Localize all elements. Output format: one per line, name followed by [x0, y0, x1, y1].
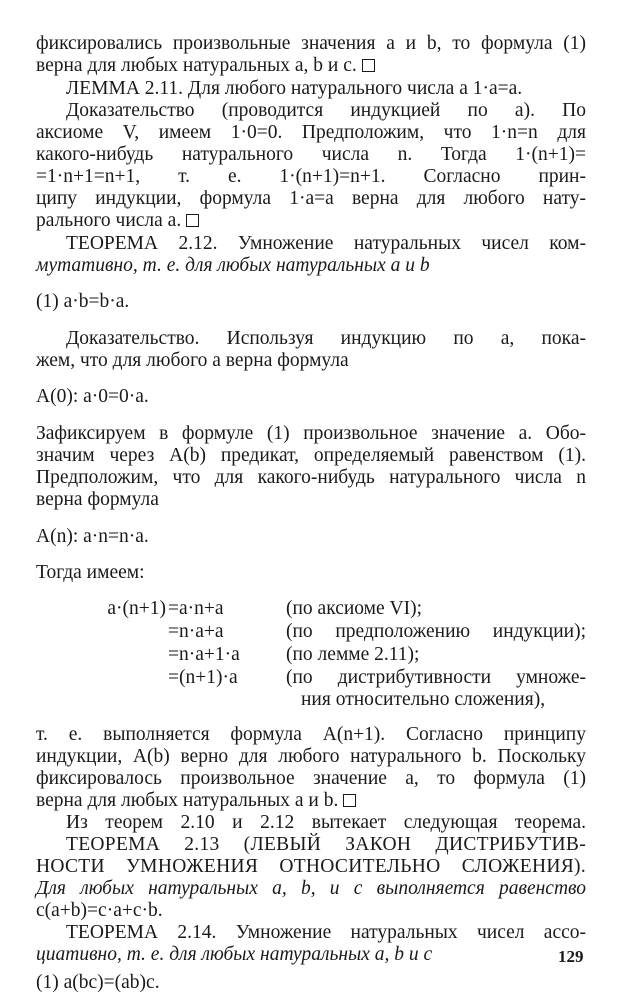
derivation-lhs: a·(n+1): [107, 598, 166, 619]
page-number: 129: [558, 947, 584, 966]
text-line: Тогда имеем:: [36, 562, 145, 583]
text-line: индукции, A(b) верно для любого натурального b. Поскольку: [36, 746, 586, 767]
text-line: =1·n+1=n+1, т. е. 1·(n+1)=n+1. Согласно прин-: [36, 166, 586, 187]
theorem-2-12: ТЕОРЕМА 2.12. Умножение натуральных чисел ком-: [66, 233, 586, 254]
proof-heading: Доказательство (проводится индукцией по a). По: [66, 100, 586, 121]
derivation-comment: ния относительно сложения),: [301, 689, 546, 710]
theorem-2-13: ТЕОРЕМА 2.13 (ЛЕВЫЙ ЗАКОН ДИСТРИБУТИВ-: [66, 834, 586, 855]
theorem-2-13-cont: НОСТИ УМНОЖЕНИЯ ОТНОСИТЕЛЬНО СЛОЖЕНИЯ).: [36, 856, 586, 877]
theorem-2-12-cont: мутативно, т. е. для любых натуральных a и b: [36, 255, 430, 276]
text-line: Из теорем 2.10 и 2.12 вытекает следующая теорема.: [66, 812, 586, 833]
text-line: фиксировалось произвольное значение a, то формула (1): [36, 768, 586, 789]
theorem-2-14: ТЕОРЕМА 2.14. Умножение натуральных чисел ассо-: [66, 922, 586, 943]
derivation-rhs: =a·n+a: [168, 598, 224, 619]
text-line: верна для любых натуральных a, b и c.: [36, 55, 586, 77]
text-line: аксиоме V, имеем 1·0=0. Предположим, что 1·n=n для: [36, 122, 586, 143]
theorem-2-13-statement: Для любых натуральных a, b, и c выполняется равенство: [36, 878, 586, 899]
qed-box: [343, 794, 356, 807]
derivation-comment: (по лемме 2.11);: [286, 644, 420, 665]
formula-a0: A(0): a·0=0·a.: [36, 386, 149, 407]
text-line: верна для любых натуральных a и b.: [36, 790, 586, 812]
formula-1: (1) a·b=b·a.: [36, 291, 130, 312]
text-line: жем, что для любого a верна формула: [36, 350, 349, 371]
formula-associativity: (1) a(bc)=(ab)c.: [36, 972, 160, 993]
text-line: фиксировались произвольные значения a и b, то формула (1): [36, 33, 586, 54]
qed-box: [362, 59, 375, 72]
derivation-comment: (по дистрибутивности умноже-: [286, 667, 586, 688]
qed-box: [186, 214, 199, 227]
text-line: значим через A(b) предикат, определяемый равенством (1).: [36, 445, 586, 466]
text-line: верна формула: [36, 489, 159, 510]
text-line: т. е. выполняется формула A(n+1). Согласно принципу: [36, 724, 586, 745]
formula-distributivity: c(a+b)=c·a+c·b.: [36, 900, 163, 921]
derivation-rhs: =(n+1)·a: [168, 667, 238, 688]
text-line: рального числа a.: [36, 210, 586, 232]
derivation-rhs: =n·a+1·a: [168, 644, 240, 665]
formula-an: A(n): a·n=n·a.: [36, 526, 149, 547]
derivation-comment: (по аксиоме VI);: [286, 598, 423, 619]
text-line: ципу индукции, формула 1·a=a верна для любого нату-: [36, 188, 586, 209]
text-line: какого-нибудь натурального числа n. Тогда 1·(n+1)=: [36, 144, 586, 165]
derivation-rhs: =n·a+a: [168, 621, 224, 642]
text-line: Предположим, что для какого-нибудь натурального числа n: [36, 467, 586, 488]
theorem-2-14-cont: циативно, т. е. для любых натуральных a, b и c: [36, 944, 433, 965]
proof-heading: Доказательство. Используя индукцию по a, пока-: [66, 328, 586, 349]
derivation-comment: (по предположению индукции);: [286, 621, 586, 642]
lemma-2-11: ЛЕММА 2.11. Для любого натурального числа a 1·a=a.: [66, 78, 523, 99]
text-line: Зафиксируем в формуле (1) произвольное значение a. Обо-: [36, 423, 586, 444]
